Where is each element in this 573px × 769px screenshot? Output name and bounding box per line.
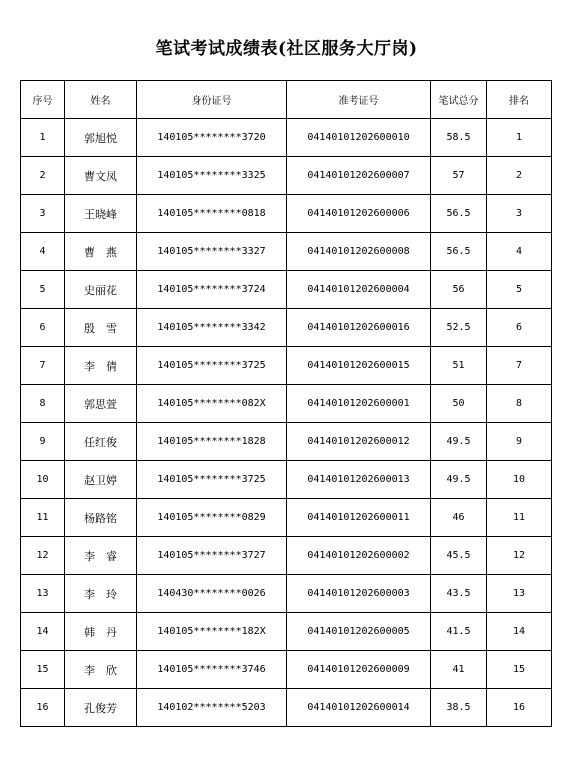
cell-rank: 10 [487,461,552,499]
table-row [21,423,552,461]
header-id-number: 身份证号 [137,81,287,119]
cell-exam-ticket: 04140101202600008 [287,233,431,271]
cell-total-score: 38.5 [431,689,487,727]
table-row [21,233,552,271]
cell-id-number: 140105********3724 [137,271,287,309]
cell-id-number: 140105********1828 [137,423,287,461]
cell-exam-ticket: 04140101202600003 [287,575,431,613]
table-row [21,347,552,385]
cell-index: 11 [21,499,65,537]
cell-exam-ticket: 04140101202600013 [287,461,431,499]
cell-exam-ticket: 04140101202600007 [287,157,431,195]
cell-name: 殷 雪 [65,309,137,347]
cell-total-score: 56.5 [431,233,487,271]
table-row [21,271,552,309]
cell-index: 1 [21,119,65,157]
cell-id-number: 140105********3725 [137,347,287,385]
cell-name: 杨路铭 [65,499,137,537]
cell-total-score: 57 [431,157,487,195]
cell-id-number: 140105********3727 [137,537,287,575]
cell-exam-ticket: 04140101202600016 [287,309,431,347]
table-row [21,461,552,499]
cell-rank: 15 [487,651,552,689]
cell-rank: 4 [487,233,552,271]
cell-index: 16 [21,689,65,727]
header-exam-ticket: 准考证号 [287,81,431,119]
cell-rank: 3 [487,195,552,233]
cell-id-number: 140102********5203 [137,689,287,727]
table-row [21,195,552,233]
cell-total-score: 51 [431,347,487,385]
cell-name: 孔俊芳 [65,689,137,727]
header-name: 姓名 [65,81,137,119]
table-row [21,689,552,727]
table-row [21,651,552,689]
cell-name: 王晓峰 [65,195,137,233]
cell-name: 韩 丹 [65,613,137,651]
cell-rank: 9 [487,423,552,461]
cell-total-score: 46 [431,499,487,537]
cell-total-score: 45.5 [431,537,487,575]
cell-total-score: 41.5 [431,613,487,651]
header-rank: 排名 [487,81,552,119]
cell-exam-ticket: 04140101202600001 [287,385,431,423]
cell-exam-ticket: 04140101202600010 [287,119,431,157]
cell-index: 2 [21,157,65,195]
cell-exam-ticket: 04140101202600014 [287,689,431,727]
cell-exam-ticket: 04140101202600012 [287,423,431,461]
cell-rank: 7 [487,347,552,385]
cell-total-score: 43.5 [431,575,487,613]
cell-id-number: 140430********0026 [137,575,287,613]
cell-name: 李 倩 [65,347,137,385]
cell-id-number: 140105********3725 [137,461,287,499]
cell-rank: 8 [487,385,552,423]
cell-total-score: 50 [431,385,487,423]
cell-index: 15 [21,651,65,689]
table-row [21,119,552,157]
cell-total-score: 56 [431,271,487,309]
cell-exam-ticket: 04140101202600002 [287,537,431,575]
cell-id-number: 140105********0818 [137,195,287,233]
cell-id-number: 140105********3327 [137,233,287,271]
cell-index: 12 [21,537,65,575]
cell-index: 14 [21,613,65,651]
score-table [20,80,552,727]
cell-rank: 12 [487,537,552,575]
cell-name: 李 玲 [65,575,137,613]
cell-id-number: 140105********082X [137,385,287,423]
score-table-body [21,119,552,727]
cell-exam-ticket: 04140101202600005 [287,613,431,651]
cell-rank: 5 [487,271,552,309]
header-total-score: 笔试总分 [431,81,487,119]
cell-total-score: 49.5 [431,423,487,461]
table-row [21,537,552,575]
cell-id-number: 140105********3746 [137,651,287,689]
table-row [21,499,552,537]
cell-total-score: 58.5 [431,119,487,157]
cell-name: 赵卫婷 [65,461,137,499]
cell-rank: 2 [487,157,552,195]
cell-index: 10 [21,461,65,499]
cell-index: 7 [21,347,65,385]
cell-index: 13 [21,575,65,613]
cell-exam-ticket: 04140101202600011 [287,499,431,537]
cell-name: 史丽花 [65,271,137,309]
cell-name: 李 睿 [65,537,137,575]
table-row [21,385,552,423]
cell-index: 5 [21,271,65,309]
cell-name: 曹文凤 [65,157,137,195]
cell-id-number: 140105********3342 [137,309,287,347]
cell-rank: 6 [487,309,552,347]
cell-name: 郭思萱 [65,385,137,423]
cell-id-number: 140105********182X [137,613,287,651]
cell-id-number: 140105********0829 [137,499,287,537]
cell-exam-ticket: 04140101202600015 [287,347,431,385]
table-header-row [21,81,552,119]
cell-name: 李 欣 [65,651,137,689]
cell-index: 9 [21,423,65,461]
cell-name: 郭旭悦 [65,119,137,157]
cell-name: 曹 燕 [65,233,137,271]
cell-exam-ticket: 04140101202600009 [287,651,431,689]
cell-index: 4 [21,233,65,271]
cell-rank: 14 [487,613,552,651]
header-index: 序号 [21,81,65,119]
cell-name: 任红俊 [65,423,137,461]
cell-total-score: 56.5 [431,195,487,233]
cell-rank: 13 [487,575,552,613]
cell-exam-ticket: 04140101202600006 [287,195,431,233]
cell-index: 6 [21,309,65,347]
table-row [21,613,552,651]
cell-total-score: 41 [431,651,487,689]
table-row [21,157,552,195]
cell-rank: 1 [487,119,552,157]
cell-rank: 11 [487,499,552,537]
table-row [21,575,552,613]
cell-index: 8 [21,385,65,423]
cell-total-score: 49.5 [431,461,487,499]
cell-id-number: 140105********3720 [137,119,287,157]
cell-rank: 16 [487,689,552,727]
cell-exam-ticket: 04140101202600004 [287,271,431,309]
cell-index: 3 [21,195,65,233]
table-row [21,309,552,347]
cell-id-number: 140105********3325 [137,157,287,195]
cell-total-score: 52.5 [431,309,487,347]
page-title: 笔试考试成绩表(社区服务大厅岗) [155,39,418,59]
